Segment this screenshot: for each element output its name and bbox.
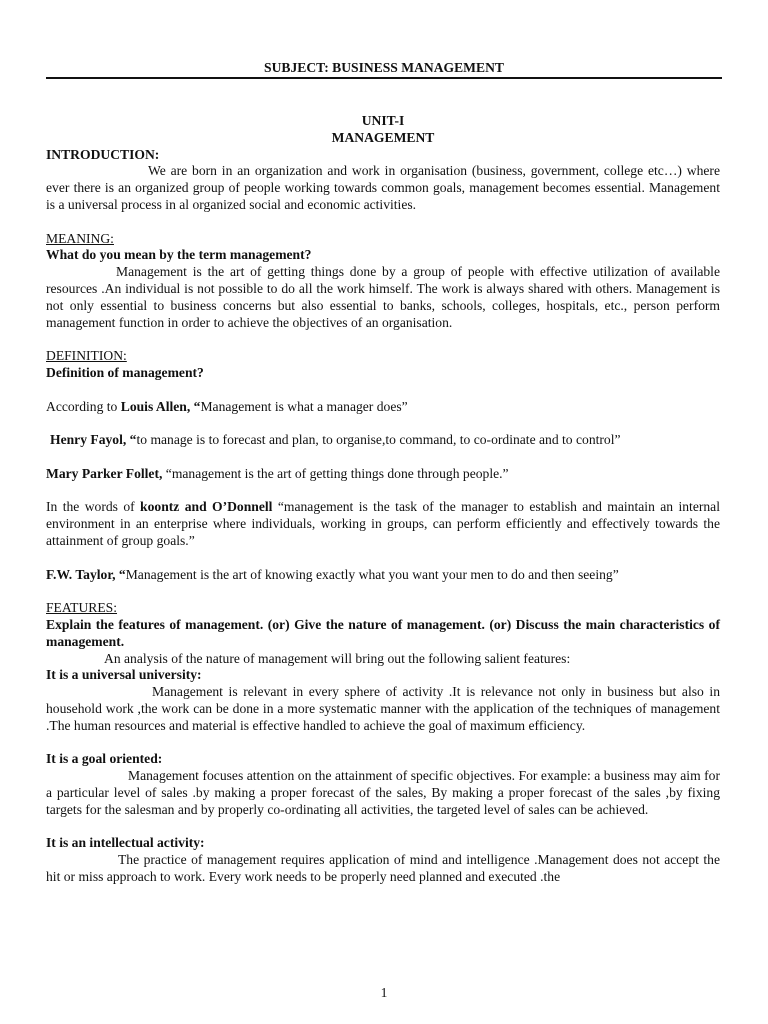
feature-text (46, 768, 720, 818)
features-heading: FEATURES: (46, 600, 118, 616)
features-intro-content: An analysis of the nature of management will bring out the following salient features: (104, 650, 571, 666)
unit-title: MANAGEMENT (331, 129, 435, 145)
page-header: SUBJECT: BUSINESS MANAGEMENT (264, 60, 504, 75)
meaning-text (46, 264, 720, 331)
follet-quote: “management is the art of getting things done through people.” (162, 465, 509, 481)
definition-follet (46, 466, 720, 483)
features-question: Explain the features of management. (or) Give the nature of management. (or) Discuss the main characteristics of management. (46, 616, 720, 649)
meaning-question: What do you mean by the term management? (46, 247, 312, 263)
meaning-heading: MEANING: (46, 230, 114, 246)
feature-text (46, 684, 720, 734)
feature-title: It is an intellectual activity: (46, 835, 205, 851)
taylor-quote: Management is the art of knowing exactly what you want your men to do and then seeing” (125, 566, 619, 582)
allen-quote: Management is what a manager does” (200, 398, 408, 414)
introduction-text (46, 163, 720, 213)
feature-title: It is a universal university: (46, 667, 202, 683)
koontz-prefix: In the words of (46, 499, 141, 515)
introduction-heading: INTRODUCTION: (46, 146, 160, 162)
definition-taylor (46, 567, 720, 584)
unit-number: UNIT-I (361, 113, 405, 128)
definition-fayol (46, 432, 720, 449)
fayol-quote: to manage is to forecast and plan, to organise,to command, to co-ordinate and to control” (136, 432, 621, 448)
koontz-quote: “management is the task of the manager to establish and maintain an internal environment in an enterprise where individuals, working in groups, can perform efficiently and effectively towards the attainment of group goals.” (46, 499, 720, 548)
fayol-name: Henry Fayol, “ (50, 432, 137, 448)
allen-name: Louis Allen, “ (120, 398, 201, 414)
feature-text-content: The practice of management requires application of mind and intelligence .Management does not accept the hit or miss approach to work. Every work needs to be properly need planned and executed .the (46, 852, 720, 884)
definition-heading: DEFINITION: (46, 348, 127, 364)
feature-text-content: Management focuses attention on the attainment of specific objectives. For example: a business may aim for a particular level of sales .by making a proper forecast of the sales, By making a proper forecast of the sales ,by fixing targets for the salesman and by properly co-ordinating all activities, the targeted level of sales can be achieved. (46, 768, 720, 817)
header-rule (46, 77, 722, 79)
follet-name: Mary Parker Follet, (46, 465, 163, 481)
feature-text-content: Management is relevant in every sphere of activity .It is relevance not only in business but also in household work ,the work can be done in a more systematic manner with the application of the techniques of management .The human resources and material is effective handled to achieve the goal of maximum efficiency. (46, 684, 720, 733)
document-body (46, 113, 720, 886)
allen-prefix: According to (46, 398, 121, 414)
feature-title: It is a goal oriented: (46, 751, 163, 767)
feature-text (46, 852, 720, 886)
features-intro (46, 651, 720, 668)
definition-question: Definition of management? (46, 364, 204, 380)
meaning-text-content: Management is the art of getting things done by a group of people with effective utilization of available resources .An individual is not possible to do all the work himself. The work is always shared with others. Management is not only essential to business concerns but also essential to banks, schools, colleges, hospitals, etc., person perform management function in order to achieve the objectives of an organisation. (46, 264, 720, 330)
definition-allen (46, 399, 720, 416)
introduction-text-content: We are born in an organization and work in organisation (business, government, college etc…) where ever there is an organized group of people working towards common goals, management becomes essential. Management is a universal process in al organized social and economic activities. (46, 163, 720, 212)
page-number: 1 (380, 985, 388, 1000)
taylor-name: F.W. Taylor, “ (46, 566, 126, 582)
koontz-name: koontz and O’Donnell (140, 499, 273, 515)
definition-koontz (46, 499, 720, 549)
